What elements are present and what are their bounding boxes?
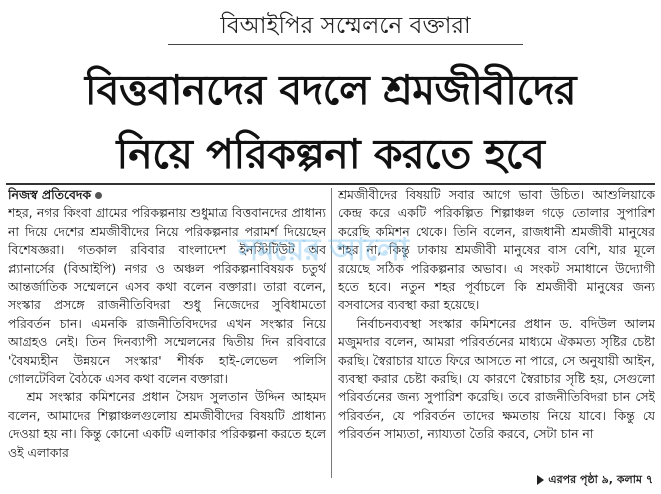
article-column-right — [338, 186, 655, 482]
headline — [8, 58, 653, 186]
continuation-note — [537, 471, 653, 490]
headline-line-1: বিত্তবানদের বদলে শ্রমজীবীদের — [84, 66, 577, 114]
triangle-icon — [537, 475, 544, 485]
article-column-left — [8, 186, 326, 482]
bullet-icon — [95, 192, 102, 199]
paragraph: শ্রমজীবীদের বিষয়টি সবার আগে ভাবা উচিত। আশুলিয়াকে কেন্দ্র করে একটি পরিকল্পিত শিল্পাঞ্চল গড়ে তোলার সুপারিশ করেছি কমিশন থেকে। তিনি বলেন, রাজধানী শ্রমজীবী মানুষের শহর না, কিন্তু ঢাকায় শ্রমজীবী মানুষের বাস বেশি, যার মূলে রয়েছে সঠিক পরিকল্পনার অভাব। এ সংকট সমাধানে উদ্যোগী হতে হবে। নতুন শহর পূর্বাচলে কি শ্রমজীবী মানুষের জন্য বসবাসের ব্যবস্থা করা হয়েছে। — [338, 187, 655, 313]
paragraph: শহর, নগর কিংবা গ্রামের পরিকল্পনায় শুধুমাত্র বিত্তবানদের প্রাধান্য না দিয়ে দেশের শ্রমজীবীদের নিয়ে পরিকল্পনার পরামর্শ দিয়েছেন বিশেষজ্ঞরা। গতকাল রবিবার বাংলাদেশ ইনস্টিটিউট অব প্ল্যানার্সের (বিআইপি) নগর ও অঞ্চল পরিকল্পনাবিষয়ক চতুর্থ আন্তর্জাতিক সম্মেলনে এসব কথা বলেন বক্তারা। তারা বলেন, সংস্কার প্রসঙ্গে রাজনীতিবিদরা শুধু নিজেদের সুবিধামতো পরিবর্তন চান। এমনকি রাজনীতিবিদদের এখন সংস্কার নিয়ে আগ্রহও নেই। তিন দিনব্যাপী সম্মেলনের দ্বিতীয় দিন রবিবারে 'বৈষম্যহীন উন্নয়নে সংস্কার' শীর্ষক হাই-লেভেল পলিসি গোলটেবিল বৈঠকে এসব কথা বলেন বক্তারা। — [8, 205, 326, 387]
byline-row — [8, 186, 326, 204]
headline-rule — [6, 183, 655, 185]
watermark-logo: সময়ের আলো — [238, 232, 408, 268]
kicker-title: বিআইপির সম্মেলনে বক্তারা — [220, 13, 471, 39]
headline-line-2: নিয়ে পরিকল্পনা করতে হবে — [116, 130, 545, 178]
paragraph: নির্বাচনব্যবস্থা সংস্কার কমিশনের প্রধান ড. বদিউল আলম মজুমদার বলেন, আমরা পরিবর্তনের মাধ্যমে ঐকমত্য সৃষ্টির চেষ্টা করছি। স্বৈরাচার যাতে ফিরে আসতে না পারে, সে অনুযায়ী আইন, ব্যবস্থা করার চেষ্টা করছি। যে কারণে স্বৈরাচার সৃষ্টি হয়, সেগুলো পরিবর্তনের জন্য সুপারিশ করেছি। তবে রাজনীতিবিদরা চান সেই পরিবর্তন, যে পরিবর্তন তাদের ক্ষমতায় নিয়ে যাবে। কিন্তু যে পরিবর্তন সাম্যতা, ন্যায্যতা তৈরি করবে, সেটা চান না — [338, 315, 655, 442]
continuation-text: এরপর পৃষ্ঠা ৯, কলাম ৭ — [548, 473, 653, 486]
column-divider — [331, 188, 332, 478]
byline: নিজস্ব প্রতিবেদক — [8, 187, 92, 202]
kicker-underline — [168, 44, 523, 45]
paragraph: শ্রম সংস্কার কমিশনের প্রধান সৈয়দ সুলতান উদ্দিন আহমদ বলেন, আমাদের শিল্পাঞ্চলগুলোয় শ্রমজীবীদের বিষয়টি প্রাধান্য দেওয়া হয় না। কিন্তু কোনো একটি এলাকার পরিকল্পনা করতে হলে ওই এলাকার — [8, 389, 326, 460]
